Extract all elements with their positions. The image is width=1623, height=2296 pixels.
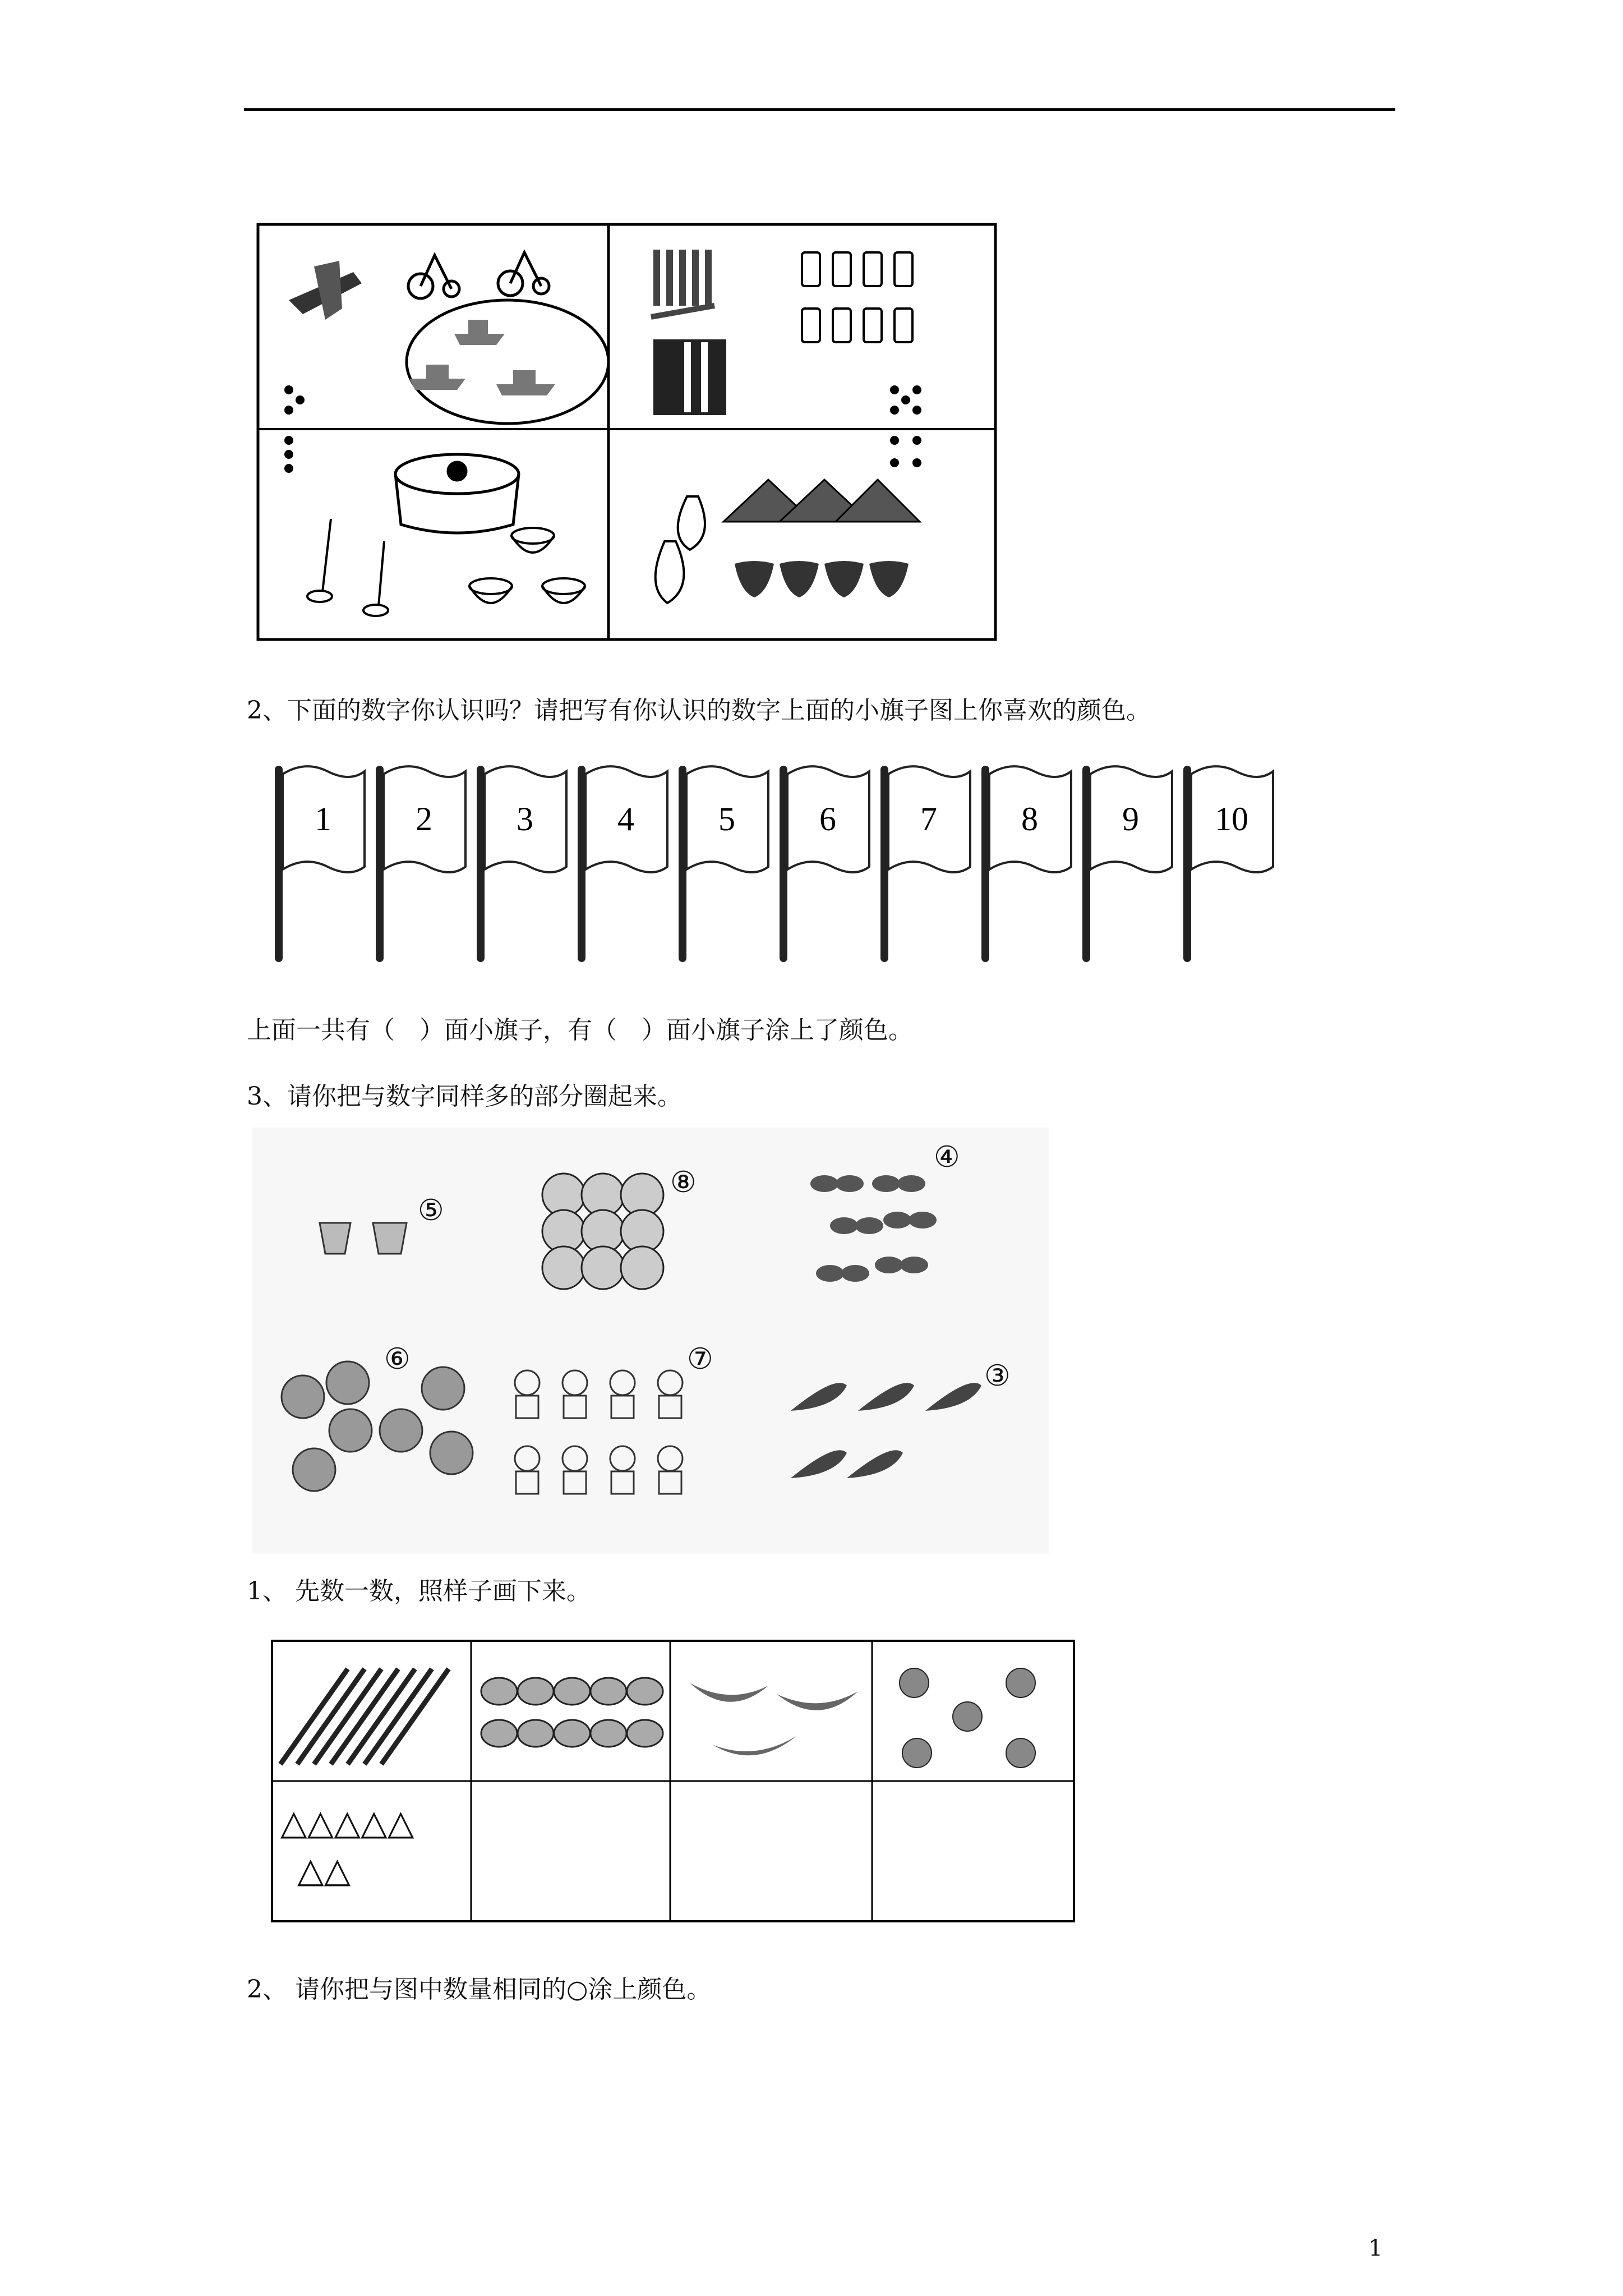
flag-number-label: 10 bbox=[1215, 800, 1248, 838]
counting-groups-picture bbox=[252, 1128, 1049, 1554]
flag-7[interactable] bbox=[880, 766, 970, 962]
page-number: 1 bbox=[1368, 2235, 1383, 2261]
flag-number-label: 5 bbox=[718, 800, 735, 838]
sticks-picture bbox=[280, 1669, 449, 1764]
flag-6[interactable] bbox=[780, 766, 869, 962]
answer-cell-eggs[interactable] bbox=[477, 1787, 665, 1916]
dot-group-top-left bbox=[284, 385, 305, 415]
q3-instruction: 3、请你把与数字同样多的部分圈起来。 bbox=[247, 1082, 682, 1111]
flag-number-label: 8 bbox=[1021, 800, 1038, 838]
boats-oval bbox=[407, 300, 608, 424]
circled-number-6: ⑥ bbox=[384, 1343, 411, 1375]
q2-fill-sentence: 上面一共有（ ）面小旗子，有（ ）面小旗子涂上了颜色。 bbox=[247, 1016, 913, 1045]
q4-instruction: 1、 先数一数，照样子画下来。 bbox=[247, 1577, 591, 1605]
flag-9[interactable] bbox=[1082, 766, 1172, 962]
flag-10[interactable] bbox=[1183, 766, 1273, 962]
circled-number-5: ⑤ bbox=[418, 1195, 444, 1227]
circled-number-3: ③ bbox=[984, 1360, 1011, 1392]
flag-number-label: 1 bbox=[315, 800, 331, 838]
pot-picture bbox=[395, 454, 519, 533]
flag-number-label: 4 bbox=[617, 800, 634, 838]
flag-5[interactable] bbox=[679, 766, 768, 962]
answer-cell-flowers[interactable] bbox=[878, 1787, 1068, 1916]
watermelon-pictures bbox=[723, 480, 920, 522]
flag-number-label: 9 bbox=[1122, 800, 1139, 838]
flag-8[interactable] bbox=[981, 766, 1071, 962]
dot-group-top-right bbox=[890, 385, 921, 415]
draw-by-example-table bbox=[264, 1635, 1082, 1927]
apples-group bbox=[542, 1174, 663, 1289]
tricycle-picture bbox=[408, 252, 549, 298]
flag-4[interactable] bbox=[578, 766, 667, 962]
header-rule bbox=[244, 108, 1395, 111]
pear-pictures bbox=[656, 496, 705, 603]
books-picture bbox=[653, 339, 726, 415]
boat-pictures bbox=[409, 320, 555, 395]
flag-2[interactable] bbox=[376, 766, 465, 962]
ladle-pictures bbox=[307, 519, 388, 616]
circled-number-4: ④ bbox=[934, 1142, 960, 1174]
example-triangles-row2: △△ bbox=[297, 1852, 351, 1890]
answer-cell-bananas[interactable] bbox=[676, 1787, 866, 1916]
number-flags bbox=[264, 754, 1295, 973]
flag-number-label: 6 bbox=[819, 800, 836, 838]
flag-number-label: 7 bbox=[920, 800, 937, 838]
flowers-picture bbox=[900, 1668, 1035, 1768]
pencils-picture bbox=[651, 250, 715, 320]
circled-number-8: ⑧ bbox=[670, 1167, 697, 1199]
flag-number-label: 2 bbox=[416, 800, 432, 838]
example-triangles-row1: △△△△△ bbox=[280, 1804, 414, 1842]
eggs-picture bbox=[481, 1678, 663, 1747]
bottles-picture bbox=[802, 252, 912, 342]
flag-3[interactable] bbox=[477, 766, 566, 962]
circled-number-7: ⑦ bbox=[687, 1343, 713, 1375]
strawberry-pictures bbox=[735, 561, 909, 597]
flag-1[interactable] bbox=[275, 766, 365, 962]
flag-number-label: 3 bbox=[517, 800, 533, 838]
cup-pictures bbox=[469, 528, 585, 603]
dot-group-bottom-right bbox=[890, 436, 921, 467]
dot-group-bottom-left bbox=[284, 436, 293, 473]
bananas-picture bbox=[690, 1683, 858, 1755]
q5-instruction: 2、 请你把与图中数量相同的○涂上颜色。 bbox=[247, 1975, 712, 2004]
airplane-picture bbox=[289, 261, 362, 320]
counting-picture-grid bbox=[241, 199, 1004, 648]
q2-instruction: 2、下面的数字你认识吗？请把写有你认识的数字上面的小旗子图上你喜欢的颜色。 bbox=[247, 696, 1151, 725]
